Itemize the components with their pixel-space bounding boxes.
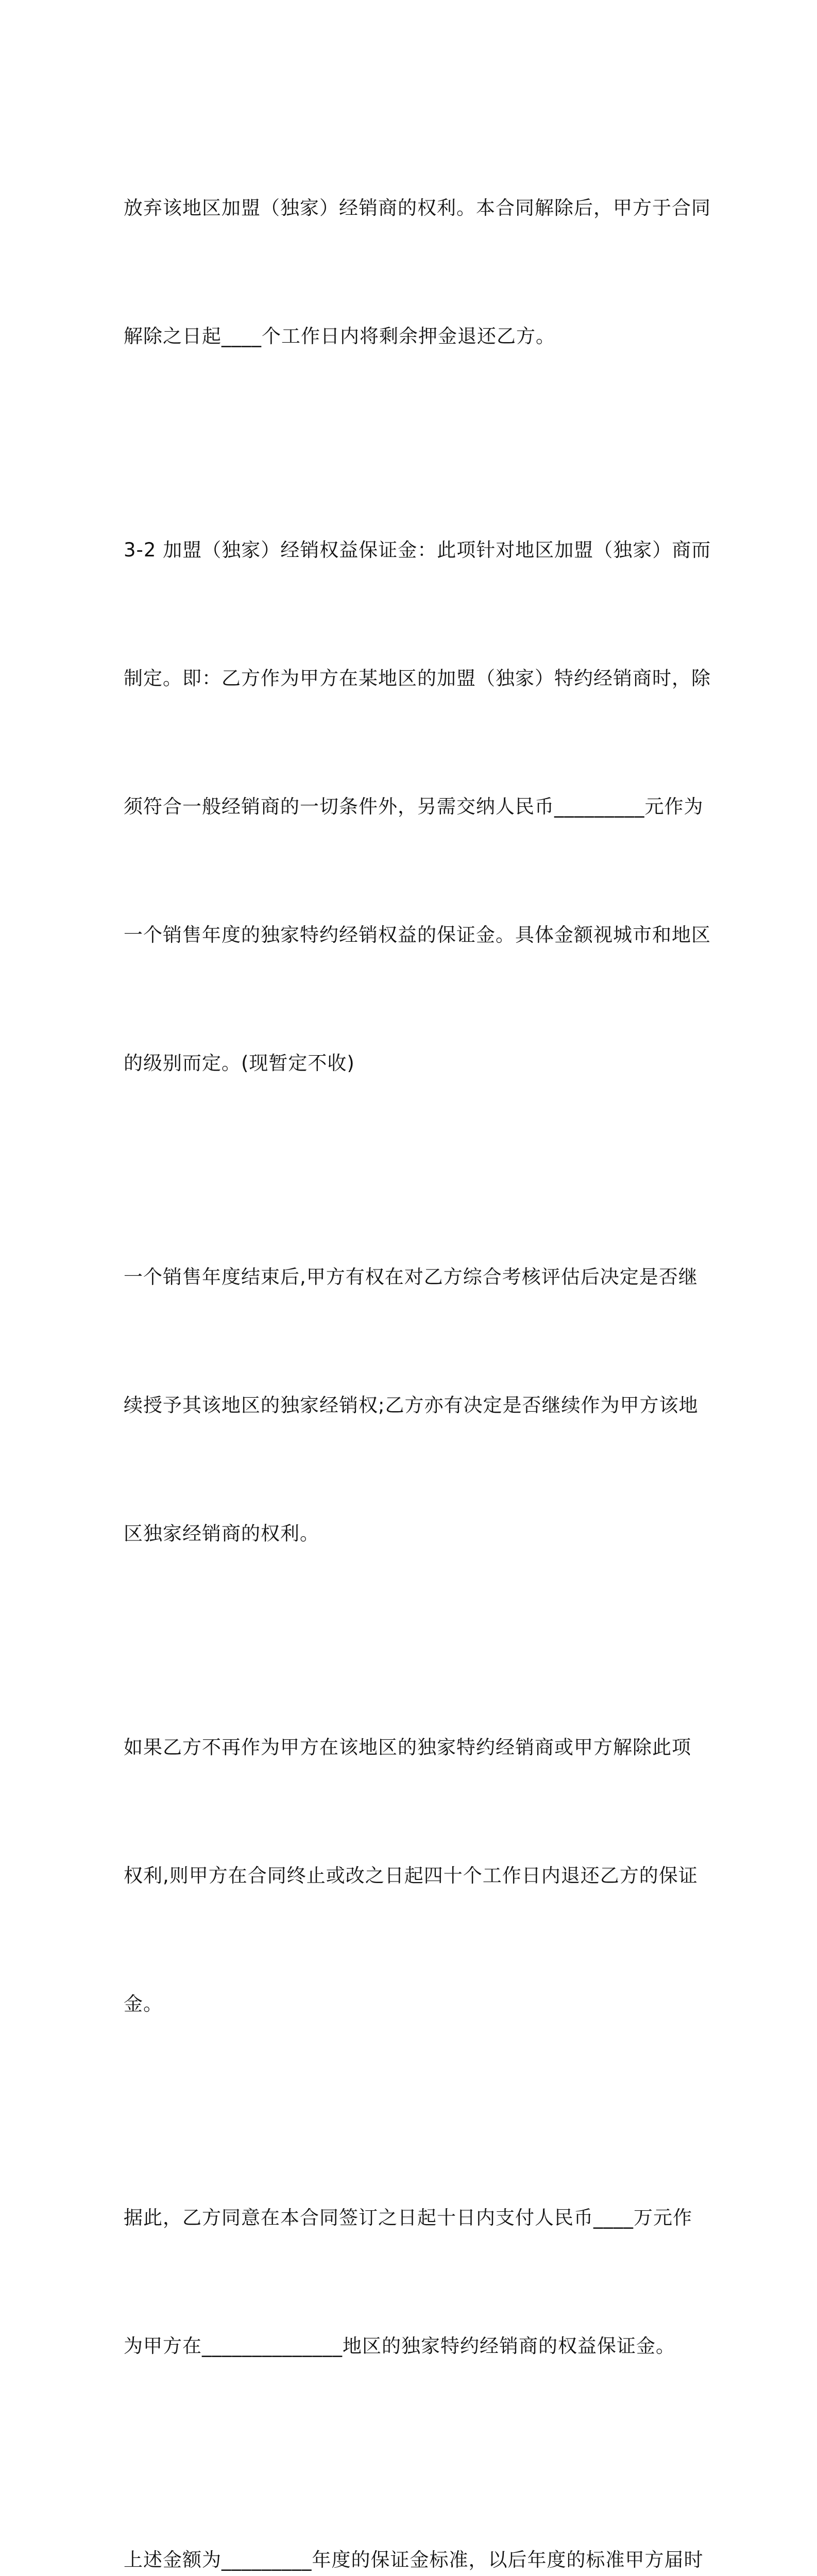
text-line: 解除之日起____个工作日内将剩余押金退还乙方。: [124, 325, 555, 347]
paragraph-year-end: [124, 1170, 702, 1640]
text-line: 权利,则甲方在合同终止或改之日起四十个工作日内退还乙方的保证: [124, 1865, 698, 1887]
text-line: 如果乙方不再作为甲方在该地区的独家特约经销商或甲方解除此项: [124, 1736, 691, 1758]
text-line: 上述金额为_________年度的保证金标准，以后年度的标准甲方届时: [124, 2549, 704, 2571]
paragraph-clause-3-2: [124, 443, 711, 1170]
text-line: 制定。即：乙方作为甲方在某地区的加盟（独家）特约经销商时，除: [124, 667, 711, 689]
paragraph-termination: [124, 101, 711, 443]
text-line: 区独家经销商的权利。: [124, 1522, 319, 1545]
paragraph-payment: [124, 2111, 702, 2453]
text-line: 须符合一般经销商的一切条件外，另需交纳人民币_________元作为: [124, 795, 704, 818]
text-line: 一个销售年度结束后,甲方有权在对乙方综合考核评估后决定是否继: [124, 1266, 698, 1288]
text-line: 放弃该地区加盟（独家）经销商的权利。本合同解除后，甲方于合同: [124, 197, 711, 219]
paragraph-standard: [124, 2453, 702, 2576]
text-line: 3-2 加盟（独家）经销权益保证金：此项针对地区加盟（独家）商而: [124, 539, 711, 561]
paragraph-refund: [124, 1640, 702, 2111]
document-body: [124, 101, 711, 2576]
text-line: 的级别而定。(现暂定不收): [124, 1052, 355, 1074]
text-line: 为甲方在______________地区的独家特约经销商的权益保证金。: [124, 2335, 675, 2357]
text-line: 据此，乙方同意在本合同签订之日起十日内支付人民币____万元作: [124, 2207, 692, 2229]
text-line: 金。: [124, 1993, 163, 2015]
text-line: 一个销售年度的独家特约经销权益的保证金。具体金额视城市和地区: [124, 924, 711, 946]
text-line: 续授予其该地区的独家经销权;乙方亦有决定是否继续作为甲方该地: [124, 1394, 699, 1416]
